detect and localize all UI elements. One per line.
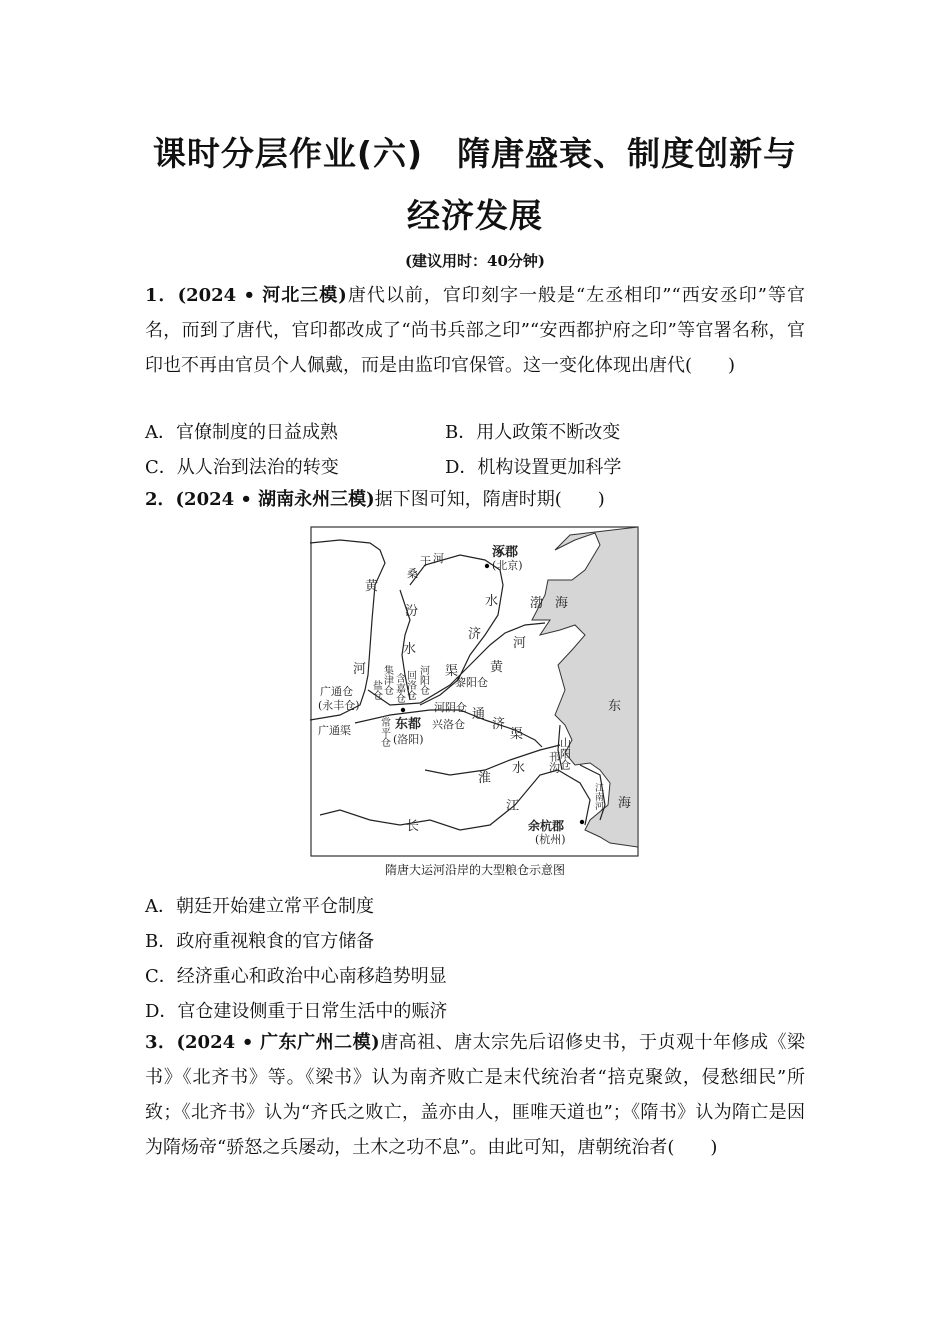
- label-zhuojun: 涿郡: [492, 545, 519, 560]
- q2-option-d: D．官仓建设侧重于日常生活中的赈济: [145, 1001, 448, 1022]
- label-shui1: 水: [403, 642, 417, 657]
- label-jiang: 江: [506, 799, 520, 814]
- map-caption: 隋唐大运河沿岸的大型粮仓示意图: [384, 863, 565, 877]
- label-jijin: 集津仓: [381, 665, 393, 695]
- label-ji2: 济: [492, 717, 506, 732]
- label-hanjia: 含嘉仓: [393, 673, 405, 703]
- label-dongdu: 东都: [395, 717, 422, 732]
- label-huang1: 黄: [365, 579, 379, 594]
- q1-option-c: C．从人治到法治的转变: [145, 457, 339, 478]
- question-3: [145, 1025, 805, 1165]
- zhuojun-dot: [485, 564, 489, 568]
- q2-option-a: A．朝廷开始建立常平仓制度: [145, 896, 374, 917]
- dongdu-dot: [401, 708, 405, 712]
- label-hangzhou: (杭州): [535, 833, 566, 846]
- yuhang-dot: [580, 820, 584, 824]
- q1-option-b: B．用人政策不断改变: [445, 422, 621, 443]
- label-fen: 汾: [405, 604, 419, 619]
- q2-text: 据下图可知，隋唐时期( ): [374, 489, 605, 510]
- label-guangtongcang: 广通仓: [320, 685, 353, 698]
- label-qu2: 渠: [510, 727, 524, 742]
- question-2: [145, 482, 805, 517]
- q2-option-c: C．经济重心和政治中心南移趋势明显: [145, 966, 447, 987]
- label-guangtongqu: 广通渠: [318, 724, 351, 737]
- q2-source: (2024 • 湖南永州三模): [175, 489, 375, 510]
- label-liyang: 黎阳仓: [455, 676, 488, 689]
- label-hai2: 海: [618, 796, 632, 811]
- label-sang: 桑: [407, 567, 418, 580]
- label-changping: 常平仓: [378, 717, 390, 747]
- label-he3: 河: [513, 636, 527, 651]
- label-huiluo: 回洛仓: [404, 670, 416, 700]
- label-huang2: 黄: [490, 660, 504, 675]
- q3-text: 唐高祖、唐太宗先后诏修史书，于贞观十年修成《梁书》《北齐书》等。《梁书》认为南齐败亡是末代统治者“掊克聚敛，侵愁细民”所致；《北齐书》认为“齐氏之败亡，盖亦由人，匪唯天道也”；《隋书》认为隋亡是因为隋炀帝“骄怒之兵屡动，土木之功不息”。由此可知，唐朝统治者( ): [145, 1032, 805, 1158]
- label-tong: 通: [472, 707, 486, 722]
- label-jiangnan: 江南河: [593, 783, 603, 810]
- q1-option-a: A．官僚制度的日益成熟: [145, 422, 338, 443]
- label-gan: 干: [420, 555, 431, 568]
- label-qu1: 渠: [445, 664, 459, 679]
- grand-canal-granary-map: [310, 525, 640, 860]
- q1-text: 唐代以前，官印刻字一般是“左丞相印”“西安丞印”等官名，而到了唐代，官印都改成了“尚书兵部之印”“安西都护府之印”等官署名称，官印也不再由官员个人佩戴，而是由监印官保管。这一变化体现出唐代( ): [145, 285, 806, 376]
- label-huai: 淮: [478, 771, 492, 786]
- label-heyin: 河阴仓: [434, 701, 467, 714]
- label-shanyang: 山阳仓: [558, 737, 572, 770]
- label-shui2: 水: [485, 594, 499, 609]
- label-beijing: (北京): [492, 559, 523, 572]
- title-line-2: 经济发展: [407, 196, 543, 235]
- label-hai1: 海: [555, 596, 569, 611]
- label-chang: 长: [406, 819, 420, 834]
- q3-source: (2024 • 广东广州二模): [176, 1032, 380, 1053]
- label-ji1: 济: [468, 627, 482, 642]
- q2-option-b: B．政府重视粮食的官方储备: [145, 931, 375, 952]
- label-yan: 盐仓: [370, 680, 382, 700]
- title-line-1: 课时分层作业(六) 隋唐盛衰、制度创新与: [152, 134, 798, 173]
- label-hangou: 邗沟: [547, 751, 561, 773]
- label-dong: 东: [608, 699, 622, 714]
- label-he2: 河: [353, 662, 367, 677]
- question-1: [145, 278, 805, 383]
- q1-source: (2024 • 河北三模): [177, 285, 347, 306]
- q2-number: 2．: [145, 489, 176, 510]
- label-heyang: 河阳仓: [417, 665, 429, 695]
- q1-option-d: D．机构设置更加科学: [445, 457, 622, 478]
- q1-number: 1．: [145, 285, 178, 306]
- label-luoyang: (洛阳): [393, 733, 424, 746]
- label-he1: 河: [433, 552, 444, 565]
- label-yuhang: 余杭郡: [528, 819, 565, 833]
- suggested-time: (建议用时：40分钟): [404, 252, 546, 270]
- label-yongfeng: (永丰仓): [318, 699, 360, 712]
- label-bo: 渤: [530, 596, 544, 611]
- label-shui3: 水: [512, 761, 526, 776]
- q3-number: 3．: [145, 1032, 177, 1053]
- label-xingluo: 兴洛仓: [432, 718, 465, 731]
